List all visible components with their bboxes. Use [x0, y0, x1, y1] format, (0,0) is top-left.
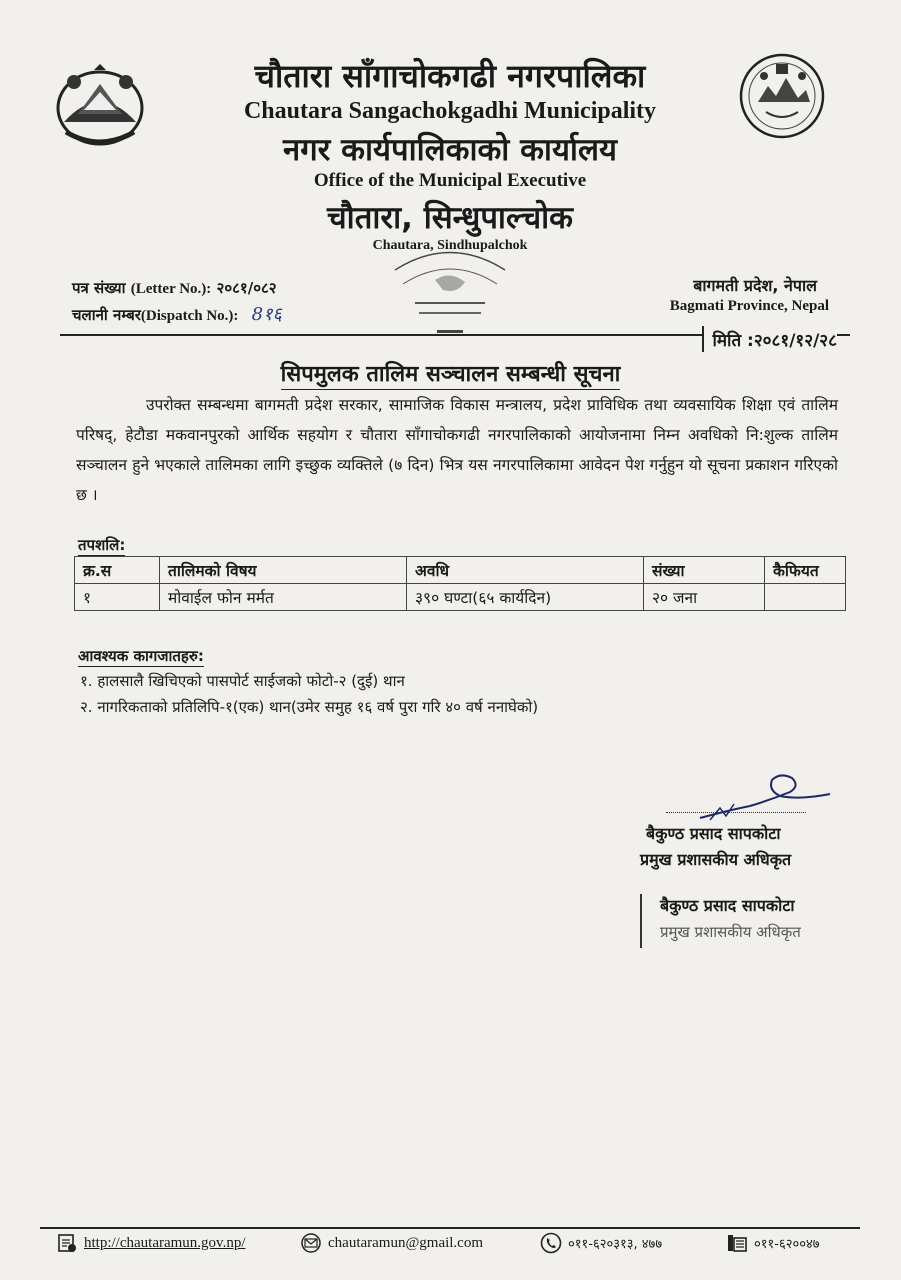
col-count: संख्या: [644, 557, 765, 584]
nepal-emblem-icon: [54, 62, 146, 152]
footer-phone: [540, 1232, 662, 1254]
name-stamp: [640, 894, 801, 948]
website-icon: [56, 1232, 78, 1254]
signatory-name: बैकुण्ठ प्रसाद सापकोटा: [646, 824, 781, 843]
letter-number: पत्र संख्या (Letter No.): २०८१/०८२: [72, 279, 277, 297]
phone-number: ०११-६२०३१३, ४७७: [568, 1237, 663, 1252]
stamp-title: प्रमुख प्रशासकीय अधिकृत: [660, 923, 801, 941]
office-name-np: नगर कार्यपालिकाको कार्यालय: [283, 132, 617, 168]
fax-icon: [726, 1232, 748, 1254]
footer-website[interactable]: [56, 1232, 246, 1254]
email-icon: [300, 1232, 322, 1254]
col-serial: क्र.स: [75, 557, 160, 584]
cell-duration: ३९० घण्टा(६५ कार्यदिन): [407, 584, 644, 611]
place-np: चौतारा, सिन्धुपाल्चोक: [327, 200, 573, 236]
notice-date: मिति :२०८१/१२/२८: [702, 326, 837, 352]
cell-serial: १: [75, 584, 160, 611]
municipality-name-en: Chautara Sangachokgadhi Municipality: [243, 98, 657, 124]
col-subject: तालिमको विषय: [160, 557, 407, 584]
documents-list: [80, 668, 538, 720]
municipality-name-np: चौतारा साँगाचोकगढी नगरपालिका: [254, 57, 646, 95]
letter-number-value: २०८१/०८२: [216, 279, 277, 297]
documents-heading: आवश्यक कागजातहरु:: [78, 647, 204, 665]
province-np: बागमती प्रदेश, नेपाल: [693, 276, 817, 295]
col-duration: अवधि: [407, 557, 644, 584]
notice-body: उपरोक्त सम्बन्धमा बागमती प्रदेश सरकार, सामाजिक विकास मन्त्रालय, प्रदेश प्राविधिक तथा व्यवसायिक शिक्षा एवं तालिम परिषद्, हेटौडा मकवानपुरको आर्थिक सहयोग र चौतारा साँगाचोकगढी नगरपालिकाको आयोजनामा निम्न अवधिको नि:शुल्क तालिम सञ्चालन हुने भएकाले तालिमका लागि इच्छुक व्यक्तिले (७ दिन) भित्र यस नगरपालिकामा आवेदन पेश गर्नुहुन यो सूचना प्रकाशन गरिएको छ ।: [76, 396, 838, 504]
footer-fax: [726, 1232, 820, 1254]
cell-remarks: [765, 584, 846, 611]
dispatch-number-value: 8१६: [251, 304, 282, 325]
col-remarks: कैफियत: [765, 557, 846, 584]
phone-icon: [540, 1232, 562, 1254]
signatory-title: प्रमुख प्रशासकीय अधिकृत: [640, 850, 792, 869]
municipality-seal-icon: [738, 52, 826, 140]
details-heading: तपशलि:: [78, 536, 126, 554]
footer: [56, 1232, 876, 1260]
notice-title: सिपमुलक तालिम सञ्चालन सम्बन्धी सूचना: [0, 358, 901, 388]
office-name-en: Office of the Municipal Executive: [313, 170, 587, 191]
dispatch-number: चलानी नम्बर(Dispatch No.): 8१६: [72, 304, 282, 325]
email-address[interactable]: chautaramun@gmail.com: [328, 1234, 484, 1251]
stamp-name: बैकुण्ठ प्रसाद सापकोटा: [660, 896, 795, 915]
province-en: Bagmati Province, Nepal: [669, 298, 829, 314]
list-item: १. हालसालै खिचिएको पासपोर्ट साईजको फोटो-२ (दुई) थान: [80, 672, 405, 690]
office-stamp-icon: [385, 240, 515, 345]
website-link[interactable]: http://chautaramun.gov.np/: [84, 1234, 246, 1251]
footer-email[interactable]: [300, 1232, 483, 1254]
table-header-row: [75, 557, 846, 584]
cell-subject: मोवाईल फोन मर्मत: [160, 584, 407, 611]
signature-scribble: [640, 770, 840, 830]
training-table: [74, 556, 846, 611]
table-row: [75, 584, 846, 611]
place-en: Chautara, Sindhupalchok: [372, 238, 528, 253]
fax-number: ०११-६२००४७: [754, 1237, 820, 1252]
list-item: २. नागरिकताको प्रतिलिपि-१(एक) थान(उमेर समुह १६ वर्ष पुरा गरि ४० वर्ष ननाघेको): [80, 698, 539, 716]
signature-line: [666, 812, 806, 813]
cell-count: २० जना: [644, 584, 765, 611]
footer-divider: [40, 1227, 860, 1229]
